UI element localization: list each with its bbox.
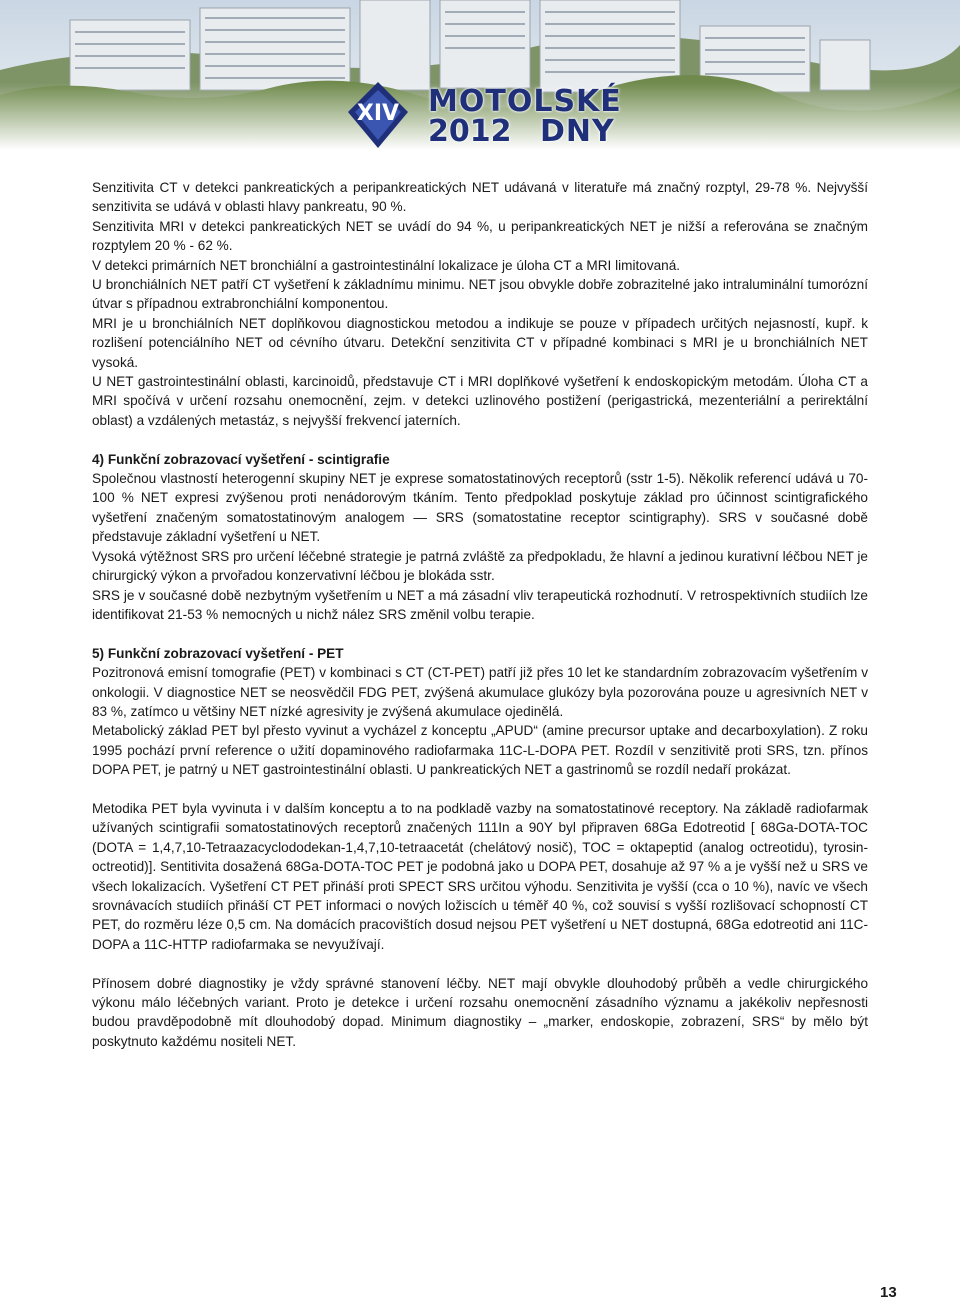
paragraph: MRI je u bronchiálních NET doplňkovou diagnostickou metodou a indikuje se pouze v případech určitých nejasností, kupř. k rozlišení potenciálního NET od cévního útvaru. Detekční senzitivita CT v případné kombinaci s MRI je u bronchiálních NET vysoká. — [92, 315, 868, 370]
paragraph: V detekci primárních NET bronchiální a gastrointestinální lokalizace je úloha CT a MRI limitovaná. — [92, 257, 681, 273]
paragraph: Společnou vlastností heterogenní skupiny NET je exprese somatostatinových receptorů (sstr 1-5). Několik referencí udává u 70-100 % NET expresi zvýšenou proti nenádorovým tkáním. Tento předpoklad poskytuje základ pro účinnost scintigrafického vyšetření značeným somatostatinovým analogem — SRS (somatostatine receptor scintigraphy). SRS v současné době představuje základní vyšetření u NET. — [92, 471, 868, 545]
header-banner — [0, 0, 960, 150]
logo-title-top: MOTOLSKÉ — [428, 84, 622, 119]
section-heading-scintigraphy: 4) Funkční zobrazovací vyšetření - scintigrafie — [92, 451, 390, 467]
page-number: 13 — [880, 1284, 897, 1301]
paragraph: U NET gastrointestinální oblasti, karcinoidů, představuje CT i MRI doplňkové vyšetření k endoskopickým metodám. Úloha CT a MRI spočívá v určení rozsahu onemocnění, zejm. v detekci uzlinového postižení (perigastrická, mezenteriální a perirektální oblast) a vzdálených metastáz, s nejvyšší frekvencí jaterních. — [92, 374, 868, 428]
paragraph: Pozitronová emisní tomografie (PET) v kombinaci s CT (CT-PET) patří již přes 10 let ke standardním zobrazovacím vyšetřením v onkologii. V diagnostice NET se neosvědčil FDG PET, zvýšená akumulace glukózy byla pozorována pouze u agresivních NET v 83 %, zatímco u většiny NET nízké agresivity je zvýšená akumulace ojedinělá. — [92, 665, 868, 719]
svg-text:XIV: XIV — [356, 101, 400, 126]
paragraph: Senzitivita CT v detekci pankreatických a peripankreatických NET udávaná v literatuře má značný rozptyl, 29-78 %. Nejvyšší senzitivita se udává v oblasti hlavy pankreatu, 90 %. — [92, 180, 868, 215]
logo-title-bottom: DNY — [540, 114, 615, 149]
paragraph: U bronchiálních NET patří CT vyšetření k základnímu minimu. NET jsou obvykle dobře zobrazitelné jako intraluminální tumorózní útvar s případnou extrabronchiální komponentou. — [92, 277, 868, 312]
article-body — [92, 178, 868, 1051]
paragraph: Přínosem dobré diagnostiky je vždy správné stanovení léčby. NET mají obvykle dlouhodobý průběh a vedle chirurgického výkonu málo léčebných variant. Proto je detekce i určení rozsahu onemocnění zásadního významu a jakékoliv nepřesnosti budou pravděpodobně mít dlouhodobý dopad. Minimum diagnostiky – „marker, endoskopie, zobrazení, SRS“ by mělo být poskytnuto každému nositeli NET. — [92, 975, 868, 1049]
paragraph: SRS je v současné době nezbytným vyšetřením u NET a má zásadní vliv terapeutická rozhodnutí. V retrospektivních studiích lze identifikovat 21-53 % nemocných u nichž nález SRS změnil volbu terapie. — [92, 587, 868, 622]
logo-year: 2012 — [428, 114, 512, 149]
paragraph: Metabolický základ PET byl přesto vyvinut a vycházel z konceptu „APUD“ (amine precursor uptake and decarboxylation). Z roku 1995 pochází první reference o užití dopaminového radiofarmaka 11C-L-DOPA PET. Rozdíl v senzitivitě proti SRS, tzn. přínos DOPA PET, je patrný u NET gastrointestinální oblasti. U pankreatických NET a gastrinomů se rozdíl nedaří prokázat. — [92, 723, 868, 778]
paragraph: Vysoká výtěžnost SRS pro určení léčebné strategie je patrná zvláště za předpokladu, že hlavní a jedinou kurativní léčbou NET je chirurgický výkon a prvořadou konzervativní léčbou je blokáda sstr. — [92, 548, 868, 584]
paragraph: Senzitivita MRI v detekci pankreatických NET se uvádí do 94 %, u peripankreatických NET je nižší a referována se značným rozptylem 20 % - 62 %. — [92, 218, 868, 254]
logo — [334, 78, 634, 150]
paragraph: Metodika PET byla vyvinuta i v dalším konceptu a to na podkladě vazby na somatostatinové receptory. Na základě radiofarmak užívaných scintigrafii somatostatinových receptorů značených 111In a 90Y byl připraven 68Ga Edotreotid [ 68Ga-DOTA-TOC (DOTA = 1,4,7,10-Tetraazacyclododekan-1,4,7,10-tetraacetát (chelátový nosič), TOC = oktapeptid (analog octreotidu), tyrosin-octreotid)]. Sentitivita dosažená 68Ga-DOTA-TOC PET je podobná jako u DOPA PET, dosahuje až 97 % a je vyšší než u SRS ve všech lokalizacích. Vyšetření CT PET přináší proti SPECT SRS určitou výhodu. Senzitivita je vyšší (cca o 10 %), navíc ve všech srovnávacích studiích přináší CT PET informaci o nových ložiscích u téměř 40 %, což souvisí s vyšší rozlišovací schopností CT PET, do rozměru léze 0,5 cm. Na domácích pracovištích dosud nejsou PET vyšetření u NET dostupná, 68Ga edotreotid ani 11C-DOPA a 11C-HTTP radiofarmaka se nevyužívají. — [92, 800, 868, 952]
section-heading-pet: 5) Funkční zobrazovací vyšetření - PET — [92, 645, 344, 661]
